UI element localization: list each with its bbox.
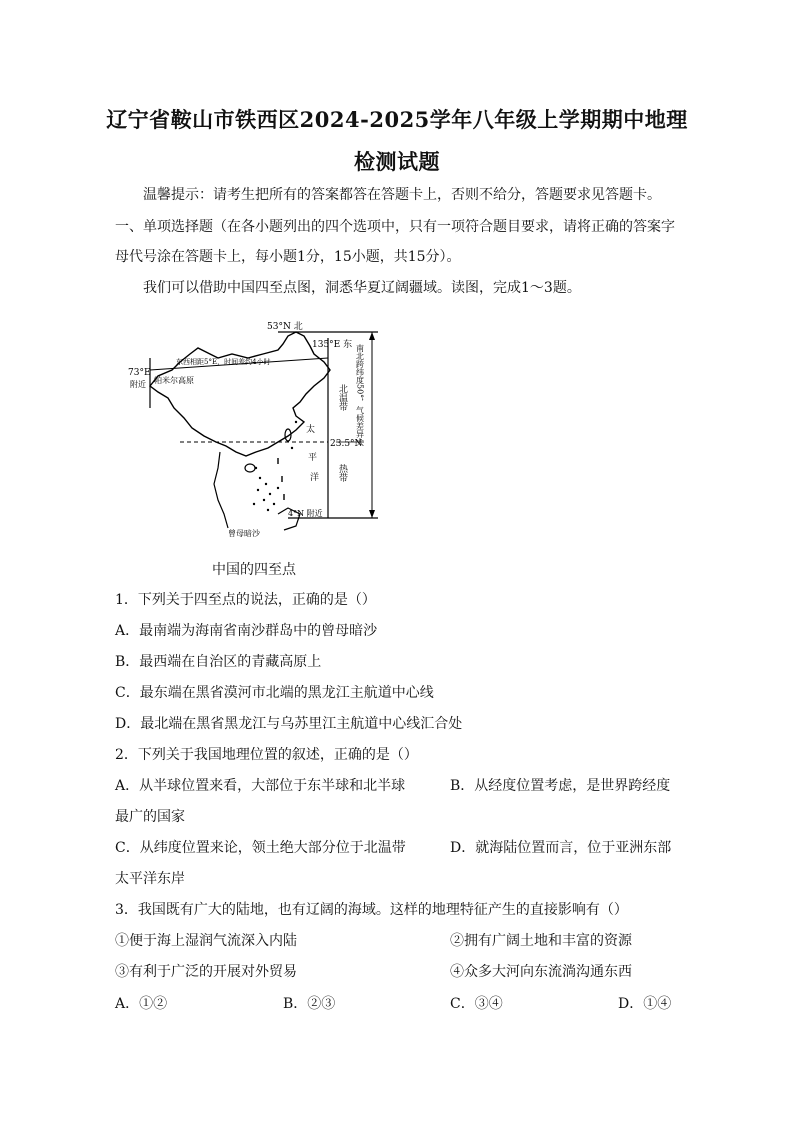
question-3-item-3: ③有利于广泛的开展对外贸易 (115, 964, 297, 980)
tip-text: 温馨提示：请考生把所有的答案都答在答题卡上，否则不给分，答题要求见答题卡。 (143, 187, 661, 203)
section1-instruction-line1: 一、单项选择题（在各小题列出的四个选项中，只有一项符合题目要求，请将正确的答案字 (115, 219, 675, 235)
document-title-line1: 辽宁省鞍山市铁西区2024-2025学年八年级上学期期中地理 (106, 107, 688, 132)
ew-span-label: 东西相距5°E，时间差约4小时 (176, 358, 271, 366)
nine-dash-line (278, 458, 284, 500)
question-3-item-2: ②拥有广阔土地和丰富的资源 (450, 933, 632, 949)
map-svg (128, 318, 388, 544)
pamir-label: 帕米尔高原 (154, 376, 194, 385)
question-3-option-b: B．②③ (283, 996, 336, 1012)
question-1-option-c: C．最东端在黑省漠河市北端的黑龙江主航道中心线 (115, 685, 434, 701)
ocean-label-3: 洋 (310, 473, 320, 483)
ns-span-label: 南北跨纬度50°，气候差异大 (355, 344, 365, 447)
question-1-stem: 1．下列关于四至点的说法，正确的是（） (115, 592, 376, 608)
hainan-island (245, 464, 255, 472)
question-2-option-c: C．从纬度位置来论，领土绝大部分位于北温带 (115, 840, 406, 856)
ocean-label-2: 平 (308, 453, 318, 463)
question-3-stem: 3．我国既有广大的陆地，也有辽阔的海域。这样的地理特征产生的直接影响有（） (115, 902, 628, 918)
question-2-option-d-cont: 太平洋东岸 (115, 871, 185, 887)
tropic-label: 热带 (337, 464, 347, 482)
china-outline (150, 332, 330, 456)
east-label: 135°E 东 (312, 340, 353, 350)
north-temperate-label: 北温带 (337, 384, 347, 411)
lat-2350-label: 23.5°N (330, 439, 363, 449)
question-3-option-a: A．①② (115, 996, 168, 1012)
question-2-option-b-cont: 最广的国家 (115, 809, 185, 825)
question-3-option-c: C．③④ (450, 996, 503, 1012)
question-3-item-4: ④众多大河向东流淌沟通东西 (450, 964, 632, 980)
southeast-asia-coast (214, 452, 228, 528)
question-2-option-d: D．就海陆位置而言，位于亚洲东部 (450, 840, 672, 856)
west-note-label: 附近 (130, 380, 146, 389)
west-lon-label: 73°E (128, 368, 151, 378)
ocean-label-1: 太 (306, 425, 316, 435)
document-title-line2: 检测试题 (354, 149, 440, 174)
question-intro: 我们可以借助中国四至点图，洞悉华夏辽阔疆域。读图，完成1～3题。 (143, 280, 581, 296)
question-1-option-a: A．最南端为海南省南沙群岛中的曾母暗沙 (115, 623, 378, 639)
figure-caption: 中国的四至点 (212, 562, 296, 578)
zengmu-label: 曾母暗沙 (228, 529, 260, 538)
section1-instruction-line2: 母代号涂在答题卡上，每小题1分，15小题，共15分）。 (115, 249, 461, 265)
question-2-option-a: A．从半球位置来看，大部位于东半球和北半球 (115, 778, 406, 794)
china-extreme-points-map (128, 318, 388, 544)
question-3-option-d: D．①④ (618, 996, 672, 1012)
question-1-option-b: B．最西端在自治区的青藏高原上 (115, 654, 322, 670)
question-2-option-b: B．从经度位置考虑，是世界跨经度 (450, 778, 671, 794)
north-label: 53°N 北 (267, 322, 303, 332)
south-label: 4°N 附近 (288, 509, 323, 518)
question-1-option-d: D．最北端在黑省黑龙江与乌苏里江主航道中心线汇合处 (115, 716, 463, 732)
question-3-item-1: ①便于海上湿润气流深入内陆 (115, 933, 297, 949)
question-2-stem: 2．下列关于我国地理位置的叙述，正确的是（） (115, 747, 418, 763)
